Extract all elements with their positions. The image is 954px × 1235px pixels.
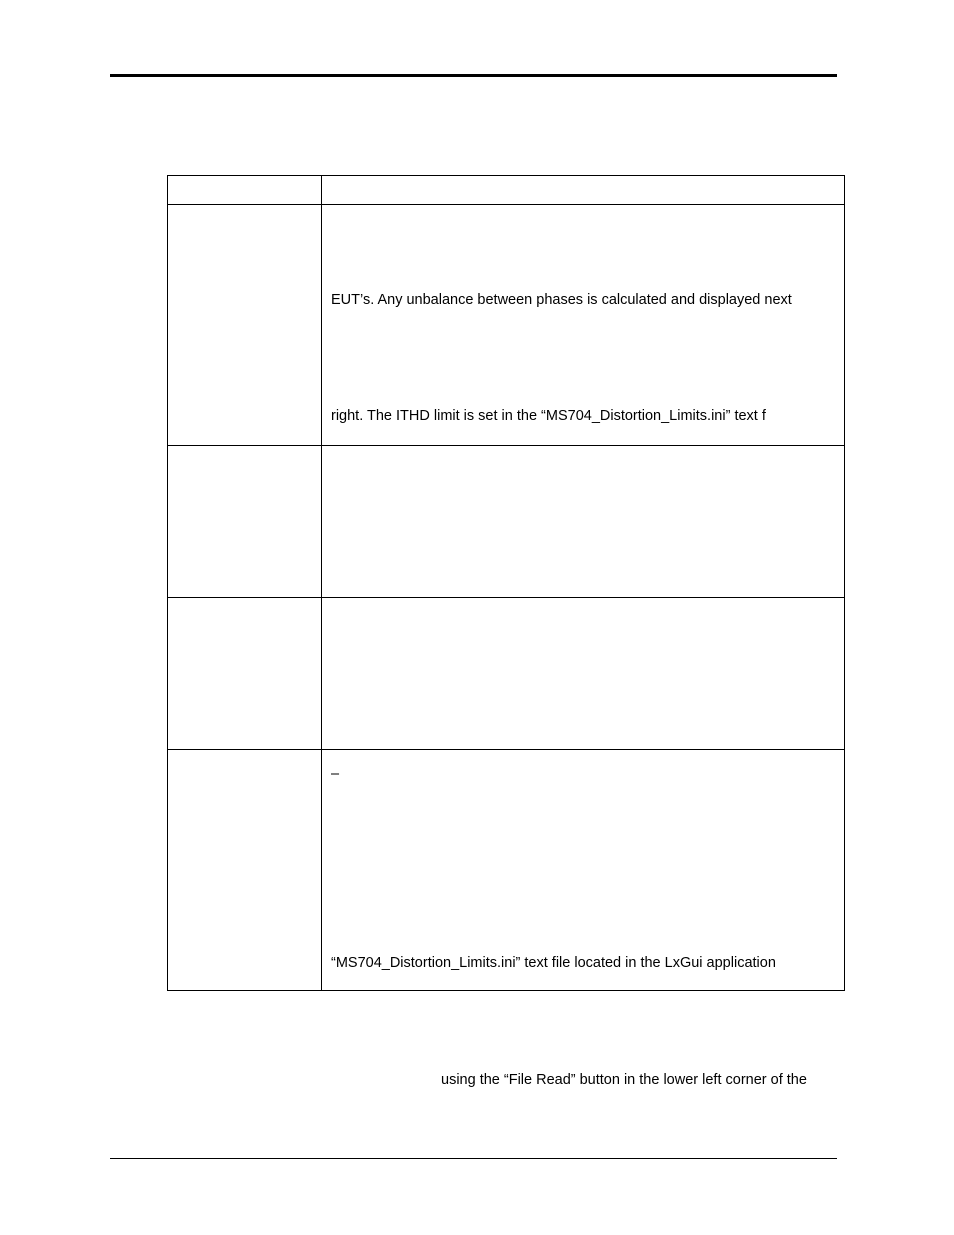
header-cell-parameter: [168, 176, 322, 205]
row-description-cell: [322, 598, 845, 750]
row-label-cell: [168, 750, 322, 991]
table-row: [168, 446, 845, 598]
header-cell-description: [322, 176, 845, 205]
table-row: [168, 205, 845, 446]
description-line: right. The ITHD limit is set in the “MS704_Distortion_Limits.ini” text f: [331, 408, 766, 424]
row-description-cell: [322, 750, 845, 991]
footer-rule: [110, 1158, 837, 1159]
table-row: [168, 750, 845, 991]
spec-table: [167, 175, 845, 991]
description-line: –: [331, 766, 340, 782]
description-line: “MS704_Distortion_Limits.ini” text file located in the LxGui application: [331, 955, 776, 971]
table-row: [168, 598, 845, 750]
body-text-fragment: using the “File Read” button in the lower left corner of the: [441, 1072, 807, 1088]
row-label-cell: [168, 598, 322, 750]
table-header-row: [168, 176, 845, 205]
row-description-cell: [322, 446, 845, 598]
header-rule: [110, 74, 837, 77]
description-line: EUT’s. Any unbalance between phases is calculated and displayed next: [331, 292, 792, 308]
row-label-cell: [168, 205, 322, 446]
row-label-cell: [168, 446, 322, 598]
row-description-cell: [322, 205, 845, 446]
